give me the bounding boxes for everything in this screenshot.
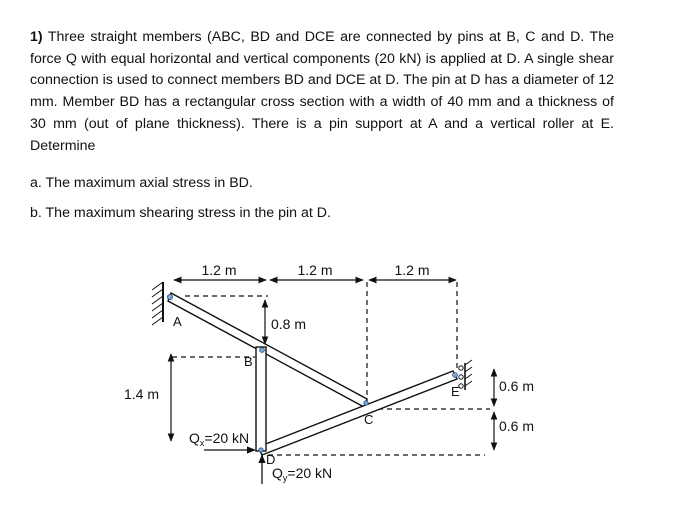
pin-b	[260, 348, 265, 353]
dim-span-2: 1.2 m	[297, 262, 333, 278]
label-e: E	[451, 384, 460, 399]
member-dce	[258, 371, 457, 455]
member-abc	[168, 293, 367, 407]
label-c: C	[364, 412, 374, 427]
pin-support-a	[152, 282, 163, 325]
load-qx-symbol: Q	[189, 430, 200, 446]
pin-d	[259, 448, 263, 452]
label-a: A	[173, 314, 182, 329]
pin-e	[453, 373, 458, 378]
roller-support-e	[459, 360, 472, 390]
pin-c	[364, 401, 368, 405]
load-qy-value: =20 kN	[287, 465, 333, 481]
dim-e-upper: 0.6 m	[499, 378, 535, 394]
label-b: B	[244, 354, 253, 369]
pin-a	[167, 294, 172, 299]
load-qy-symbol: Q	[272, 465, 283, 481]
load-qx-value: =20 kN	[204, 430, 250, 446]
dim-span-3: 1.2 m	[394, 262, 430, 278]
load-qy-label	[272, 465, 332, 483]
dim-height-total: 1.4 m	[124, 386, 160, 402]
part-a: a. The maximum axial stress in BD.	[30, 175, 253, 191]
dim-e-lower: 0.6 m	[499, 418, 535, 434]
part-b: b. The maximum shearing stress in the pin at D.	[30, 205, 331, 221]
dim-span-1: 1.2 m	[201, 262, 237, 278]
label-d: D	[266, 452, 276, 467]
dim-height-bd: 0.8 m	[271, 316, 307, 332]
load-qy-sub: y	[282, 473, 288, 483]
problem-text: Three straight members (ABC, BD and DCE are connected by pins at B, C and D. The force Q with equal horizontal and vertical components (20 kN) is applied at D. A single shear connection is used to connect members BD and DCE at D. The pin at D has a diameter of 12 mm. Member BD has a rectangular cross section with a width of 40 mm and a thickness of 30 mm (out of plane thickness). There is a pin support at A and a vertical roller at E. Determine	[30, 29, 614, 154]
member-bd	[256, 347, 266, 451]
load-qx-sub: x	[199, 438, 205, 448]
problem-number: 1)	[30, 29, 43, 45]
load-qx-label	[189, 430, 249, 448]
